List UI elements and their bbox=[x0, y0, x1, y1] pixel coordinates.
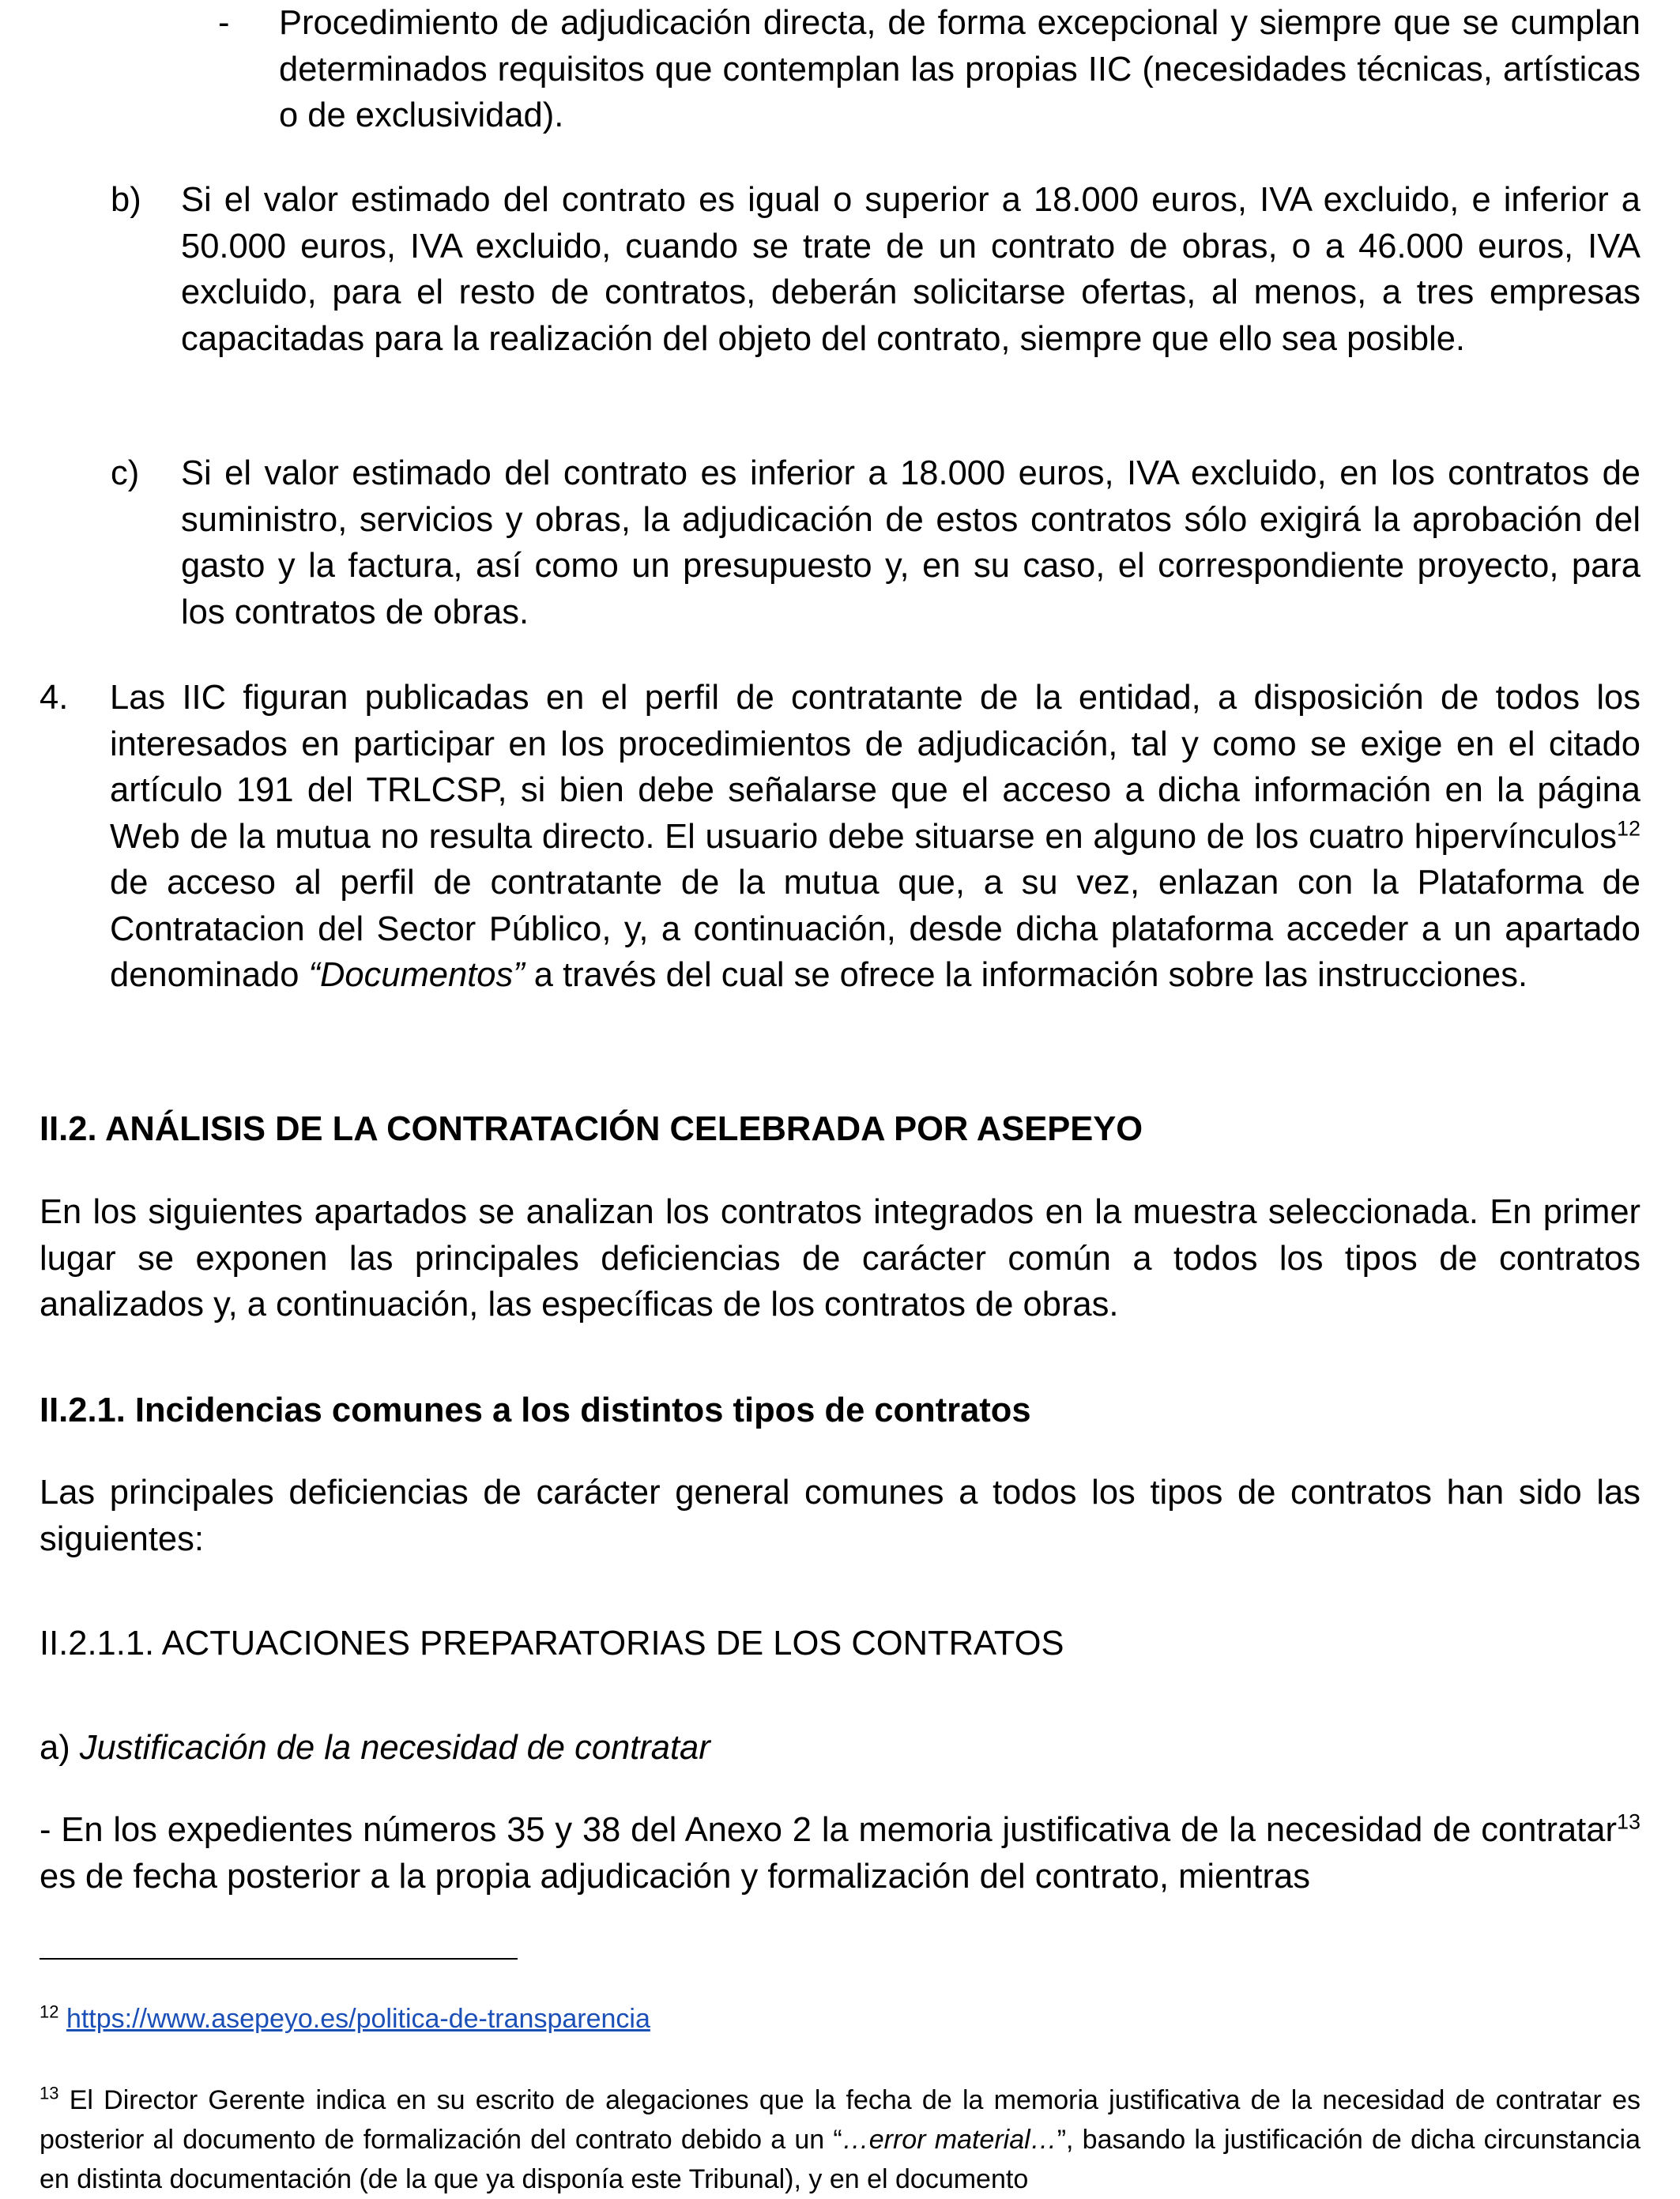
footnote-ref-13[interactable]: 13 bbox=[1616, 1809, 1640, 1834]
section-ii211-paragraph: - En los expedientes números 35 y 38 del Anexo 2 la memoria justificativa de la necesidad de contratar$^{13}$ es de fecha posterior a la propia adjudicación y formalización del contrato, mientras bbox=[40, 1809, 1640, 1896]
list-item-c: Si el valor estimado del contrato es inferior a 18.000 euros, IVA excluido, en los contratos de suministro, servicios y obras, la adjudicación de estos contratos sólo exigirá la aprobación del gasto y la factura, así como un presupuesto y, en su caso, el correspondiente proyecto, para los contratos de obras. bbox=[181, 454, 1640, 631]
section-heading-ii21: II.2.1. Incidencias comunes a los distintos tipos de contratos bbox=[40, 1391, 1031, 1429]
list-item-b: Si el valor estimado del contrato es igual o superior a 18.000 euros, IVA excluido, e inferior a 50.000 euros, IVA excluido, cuando se trate de un contrato de obras, o a 46.000 euros, IVA excluido, para el resto de contratos, deberán solicitarse ofertas, al menos, a tres empresas capacitadas para la realización del objeto del contrato, siempre que ello sea posible. bbox=[181, 181, 1640, 358]
footnote-ref-12[interactable]: 12 bbox=[1616, 816, 1640, 840]
list-item-b-marker: b) bbox=[111, 181, 141, 219]
subheading-a-title: Justificación de la necesidad de contratar bbox=[79, 1729, 710, 1767]
footnote-13: $^{13}$ El Director Gerente indica en su escrito de alegaciones que la fecha de la memoria justificativa de la necesidad de contratar es posterior al documento de formalización del contrato debido a un “…error material…”, basando la justificación de dicha circunstancia en distinta documentación (de la que ya disponía este Tribunal), y en el documento bbox=[40, 2083, 1640, 2194]
footnote-separator bbox=[40, 1958, 518, 1960]
list-item-4-marker: 4. bbox=[40, 679, 69, 717]
section-heading-ii211: II.2.1.1. ACTUACIONES PREPARATORIAS DE LOS CONTRATOS bbox=[40, 1625, 1064, 1662]
list-dash-item: Procedimiento de adjudicación directa, de forma excepcional y siempre que se cumplan determinados requisitos que contemplan las propias IIC (necesidades técnicas, artísticas o de exclusividad). bbox=[279, 4, 1640, 134]
section-ii21-paragraph: Las principales deficiencias de carácter general comunes a todos los tipos de contratos han sido las siguientes: bbox=[40, 1474, 1640, 1558]
footnote-12-link[interactable]: https://www.asepeyo.es/politica-de-transparencia bbox=[66, 2004, 650, 2034]
section-ii2-paragraph: En los siguientes apartados se analizan los contratos integrados en la muestra seleccionada. En primer lugar se exponen las principales deficiencias de carácter común a todos los tipos de contratos analizados y, a continuación, las específicas de los contratos de obras. bbox=[40, 1193, 1640, 1324]
list-dash-marker: - bbox=[218, 4, 230, 42]
list-item-4: Las IIC figuran publicadas en el perfil de contratante de la entidad, a disposición de todos los interesados en participar en los procedimientos de adjudicación, tal y como se exige en el citado artículo 191 del TRLCSP, si bien debe señalarse que el acceso a dicha información en la página Web de la mutua no resulta directo. El usuario debe situarse en alguno de los cuatro hipervínculos$^{12}$ de acceso al perfil de contratante de la mutua que, a su vez, enlazan con la Plataforma de Contratacion del Sector Público, y, a continuación, desde dicha plataforma acceder a un apartado denominado “Documentos” a través del cual se ofrece la información sobre las instrucciones. bbox=[110, 679, 1640, 994]
footnote-12: $^{12}$ https://www.asepeyo.es/politica-de-transparencia bbox=[40, 2001, 650, 2034]
list-item-c-marker: c) bbox=[111, 454, 140, 492]
section-heading-ii2: II.2. ANÁLISIS DE LA CONTRATACIÓN CELEBRADA POR ASEPEYO bbox=[40, 1110, 1143, 1148]
subheading-a: a) Justificación de la necesidad de contratar bbox=[40, 1729, 710, 1767]
